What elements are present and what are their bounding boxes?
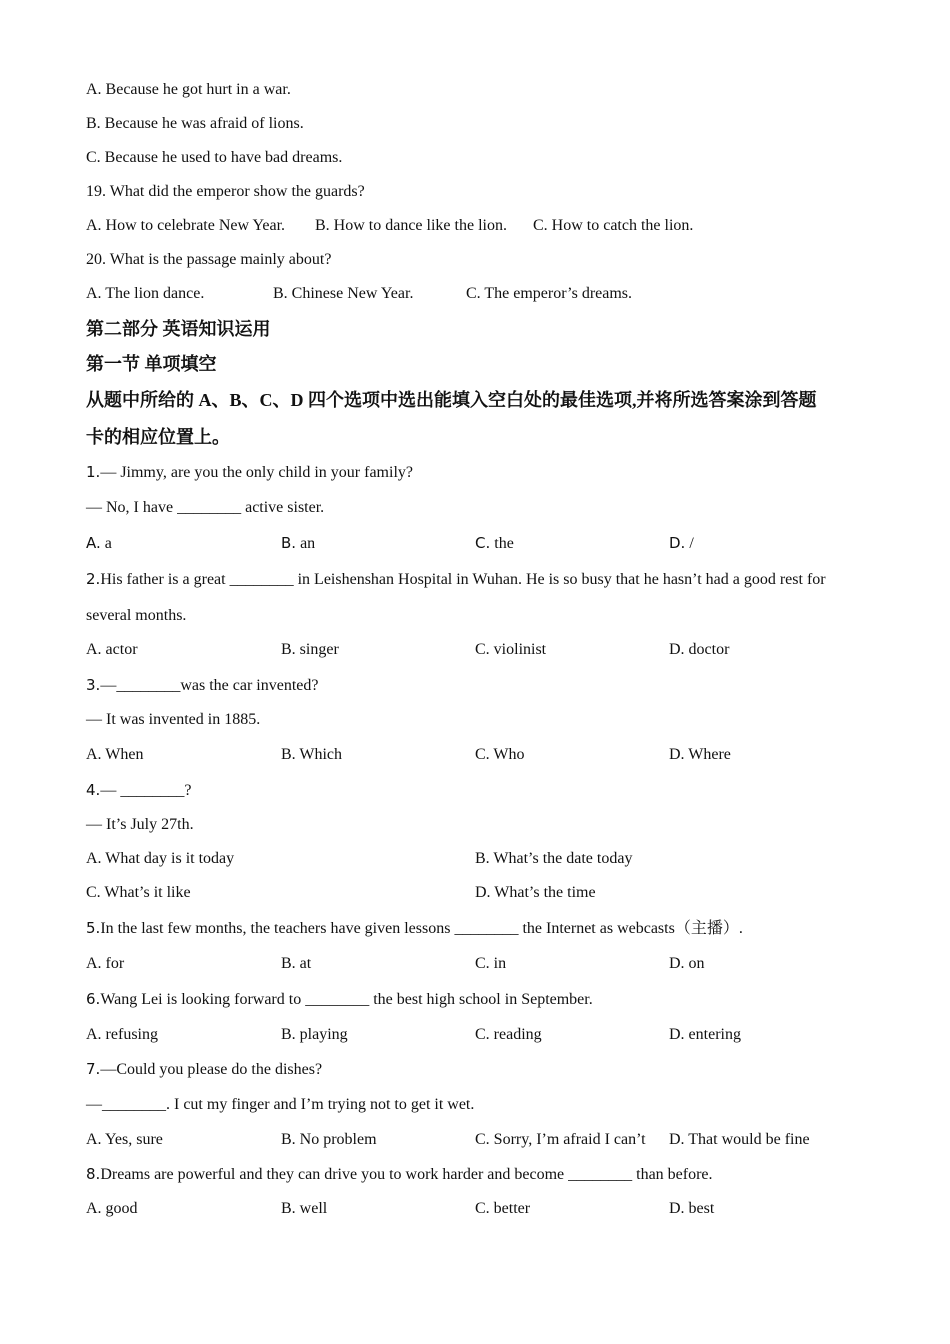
instruction-line-2: 卡的相应位置上。 (86, 427, 230, 447)
q3-option-c: C. Who (475, 746, 525, 763)
q2-line-2: several months. (86, 607, 187, 624)
q4-line-2: — It’s July 27th. (86, 816, 194, 833)
q3-option-d: D. Where (669, 746, 731, 763)
q20-option-b: B. Chinese New Year. (273, 285, 414, 302)
q19-options (0, 216, 950, 236)
q6-option-a: A. refusing (86, 1026, 158, 1043)
q3-stem (86, 675, 318, 696)
q4-option-c: C. What’s it like (86, 884, 191, 901)
q8-line-1: Dreams are powerful and they can drive you to work harder and become ________ than before. (100, 1166, 713, 1183)
q7-option-d: D. That would be fine (669, 1131, 810, 1148)
q6-option-c: C. reading (475, 1026, 542, 1043)
q7-stem (86, 1059, 322, 1080)
q8-option-d: D. best (669, 1200, 715, 1217)
q7-number: 7. (86, 1060, 101, 1078)
q1-option-b: B. an (281, 534, 316, 552)
q4-stem (86, 780, 191, 801)
q18-option-a: A. Because he got hurt in a war. (86, 81, 291, 98)
q6-line-1: Wang Lei is looking forward to ________ the best high school in September. (100, 991, 593, 1008)
q4-option-d: D. What’s the time (475, 884, 596, 901)
q5-stem (86, 918, 743, 939)
q4-options-row-1 (0, 849, 950, 869)
q4-option-b: B. What’s the date today (475, 850, 633, 867)
q19-stem: 19. What did the emperor show the guards? (86, 183, 365, 200)
q2-option-b: B. singer (281, 641, 339, 658)
q5-option-b: B. at (281, 955, 312, 972)
q19-option-c: C. How to catch the lion. (533, 217, 694, 234)
part2-title: 第二部分 英语知识运用 (86, 319, 271, 339)
q7-option-c: C. Sorry, I’m afraid I can’t (475, 1131, 646, 1148)
q4-option-a: A. What day is it today (86, 850, 235, 867)
q3-option-b: B. Which (281, 746, 343, 763)
q2-number: 2. (86, 570, 101, 588)
q1-options (0, 533, 950, 553)
q2-option-a: A. actor (86, 641, 138, 658)
q8-options (0, 1199, 950, 1219)
q1-option-a: A. a (86, 534, 112, 552)
q2-stem (86, 569, 826, 590)
q4-line-1: — ________? (100, 782, 192, 799)
q20-options (0, 284, 950, 304)
q2-option-d: D. doctor (669, 641, 730, 658)
q18-option-b: B. Because he was afraid of lions. (86, 115, 304, 132)
q2-line-1: His father is a great ________ in Leishenshan Hospital in Wuhan. He is so busy that he hasn’t had a good rest for (100, 571, 826, 588)
q1-option-c: C. the (475, 534, 514, 552)
q19-option-a: A. How to celebrate New Year. (86, 217, 286, 234)
q2-option-c: C. violinist (475, 641, 547, 658)
q4-options-row-2 (0, 883, 950, 903)
q5-options (0, 954, 950, 974)
instruction-line-1: 从题中所给的 A、B、C、D 四个选项中选出能填入空白处的最佳选项,并将所选答案涂到答题 (86, 390, 817, 410)
q6-stem (86, 989, 593, 1010)
section-title: 第一节 单项填空 (86, 354, 217, 374)
q7-option-b: B. No problem (281, 1131, 377, 1148)
q19-option-b: B. How to dance like the lion. (315, 217, 507, 234)
q20-stem: 20. What is the passage mainly about? (86, 251, 332, 268)
q7-line-1: —Could you please do the dishes? (100, 1061, 323, 1078)
q18-option-c: C. Because he used to have bad dreams. (86, 149, 343, 166)
q1-option-d: D. / (669, 534, 694, 552)
q8-option-b: B. well (281, 1200, 328, 1217)
q6-options (0, 1025, 950, 1045)
q5-number: 5. (86, 919, 101, 937)
q6-option-d: D. entering (669, 1026, 741, 1043)
q3-number: 3. (86, 676, 101, 694)
q3-line-2: — It was invented in 1885. (86, 711, 261, 728)
q3-option-a: A. When (86, 746, 144, 763)
q5-option-c: C. in (475, 955, 507, 972)
q3-line-1: —________was the car invented? (100, 677, 319, 694)
q5-line-1: In the last few months, the teachers have given lessons ________ the Internet as webcasts（主播）. (100, 920, 743, 937)
q1-number: 1. (86, 463, 101, 481)
q6-option-b: B. playing (281, 1026, 348, 1043)
q5-option-a: A. for (86, 955, 125, 972)
q5-option-d: D. on (669, 955, 705, 972)
q6-number: 6. (86, 990, 101, 1008)
q7-line-2: —________. I cut my finger and I’m trying not to get it wet. (86, 1096, 475, 1113)
q20-option-c: C. The emperor’s dreams. (466, 285, 633, 302)
q7-options (0, 1130, 950, 1150)
q8-option-c: C. better (475, 1200, 531, 1217)
q1-stem (86, 462, 413, 483)
q7-option-a: A. Yes, sure (86, 1131, 163, 1148)
q1-line-2: — No, I have ________ active sister. (86, 499, 325, 516)
q1-line-1: — Jimmy, are you the only child in your family? (100, 464, 413, 481)
q8-stem (86, 1164, 713, 1185)
q8-option-a: A. good (86, 1200, 138, 1217)
q20-option-a: A. The lion dance. (86, 285, 205, 302)
q2-options (0, 640, 950, 660)
q4-number: 4. (86, 781, 101, 799)
q8-number: 8. (86, 1165, 101, 1183)
q3-options (0, 745, 950, 765)
